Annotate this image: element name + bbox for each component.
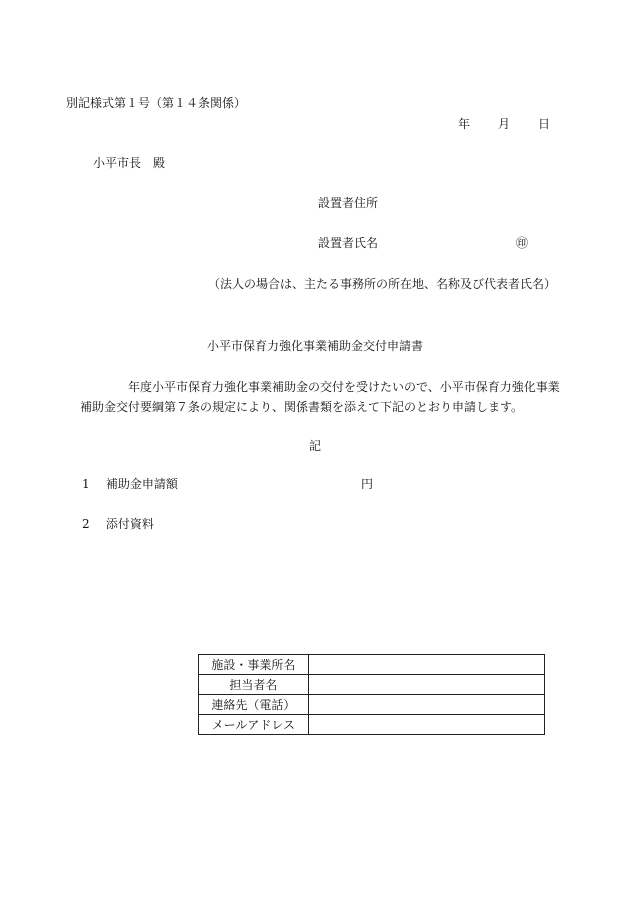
item-number: 2 — [82, 517, 90, 531]
item-application-amount — [82, 478, 178, 490]
body-line-2: 補助金交付要綱第７条の規定により、関係書類を添えて下記のとおり申請します。 — [80, 400, 524, 414]
person-in-charge-field[interactable] — [308, 675, 544, 695]
addressee: 小平市長 殿 — [93, 156, 166, 170]
phone-field[interactable] — [308, 695, 544, 715]
facility-name-label: 施設・事業所名 — [199, 655, 309, 675]
item-label: 添付資料 — [105, 517, 154, 531]
item-attachments — [82, 518, 154, 530]
item-number: 1 — [82, 477, 90, 491]
form-number: 別記様式第１号（第１４条関係） — [66, 96, 247, 110]
facility-name-field[interactable] — [308, 655, 544, 675]
date-day: 日 — [538, 117, 551, 131]
table-row — [199, 675, 545, 695]
date-year: 年 — [458, 117, 471, 131]
body-paragraph — [80, 377, 560, 417]
table-row — [199, 715, 545, 735]
date-month: 月 — [498, 117, 511, 131]
email-label: メールアドレス — [199, 715, 309, 735]
date-line — [458, 118, 550, 130]
contact-info-table — [198, 654, 545, 735]
person-in-charge-label: 担当者名 — [199, 675, 309, 695]
corporation-note: （法人の場合は、主たる事務所の所在地、名称及び代表者氏名） — [208, 277, 557, 291]
email-field[interactable] — [308, 715, 544, 735]
document-title: 小平市保育力強化事業補助金交付申請書 — [206, 339, 423, 353]
item-label: 補助金申請額 — [105, 477, 178, 491]
yen-unit: 円 — [361, 477, 374, 491]
phone-label: 連絡先（電話） — [199, 695, 309, 715]
applicant-name-label: 設置者氏名 — [318, 236, 379, 250]
table-row — [199, 655, 545, 675]
table-row — [199, 695, 545, 715]
seal-mark: ㊞ — [516, 236, 529, 250]
applicant-address-label: 設置者住所 — [318, 196, 379, 210]
ki-heading: 記 — [308, 439, 321, 453]
body-line-1: 年度小平市保育力強化事業補助金の交付を受けたいので、小平市保育力強化事業 — [128, 380, 560, 394]
